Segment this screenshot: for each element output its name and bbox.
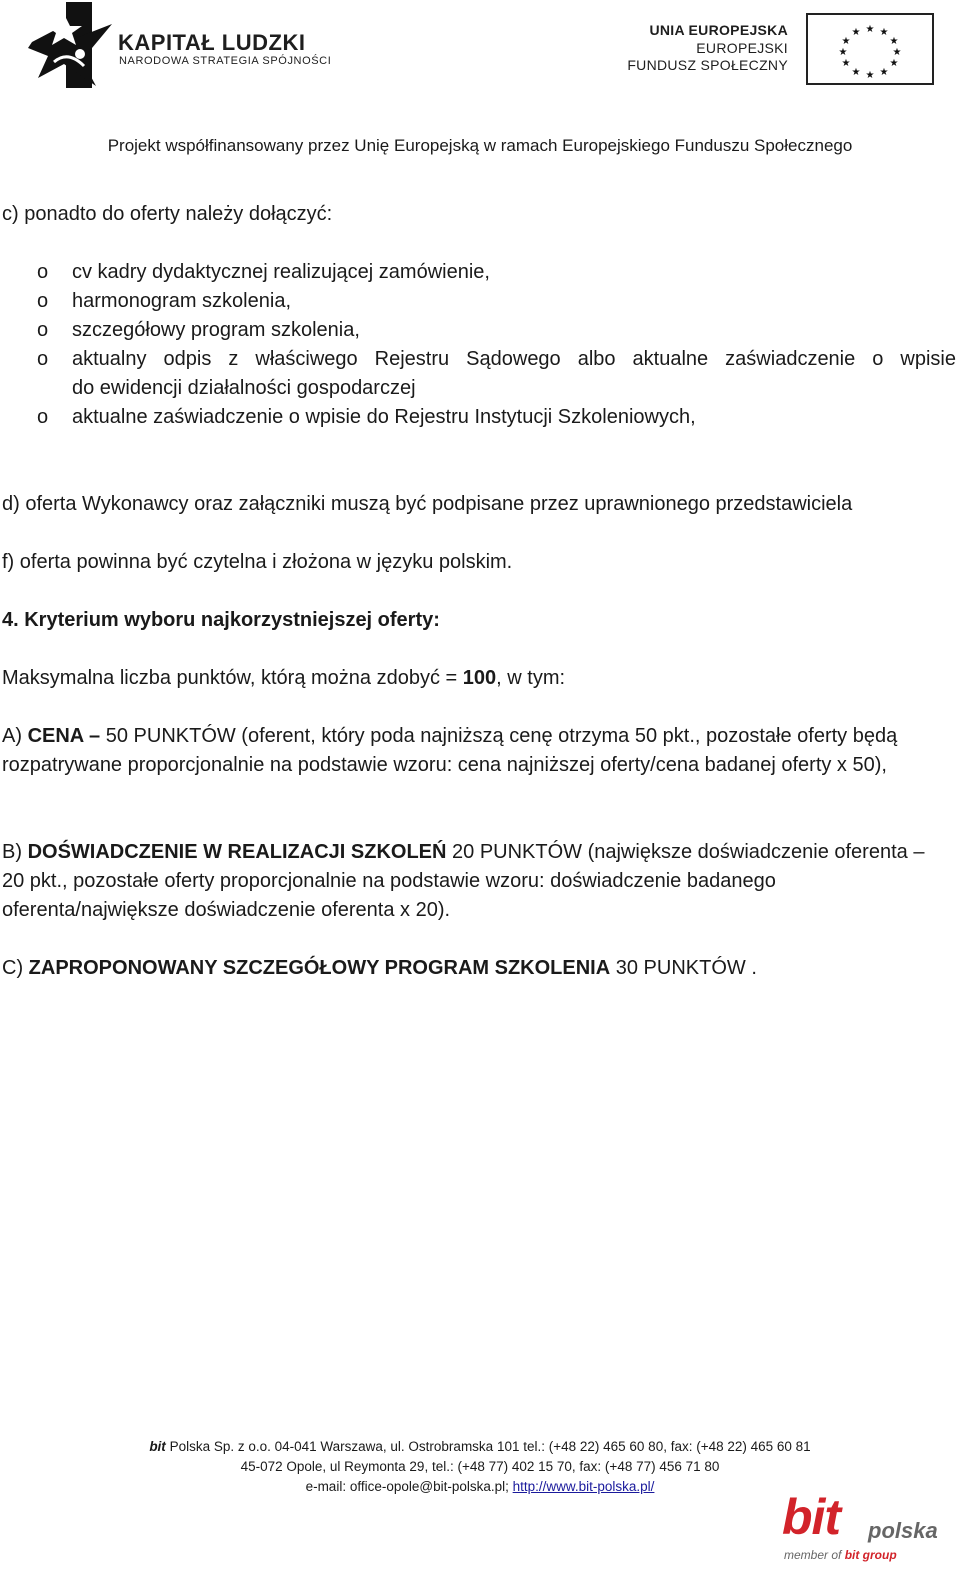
ue-fund-line1: EUROPEJSKI [696, 40, 788, 56]
kapital-ludzki-subtitle: NARODOWA STRATEGIA SPÓJNOŚCI [119, 55, 332, 67]
project-tagline: Projekt współfinansowany przez Unię Europejską w ramach Europejskiego Funduszu Społecznego [107, 136, 853, 155]
max-points-label: Maksymalna liczba punktów, którą można zdobyć = [2, 667, 463, 689]
footer-company-name: bit [149, 1439, 166, 1454]
list-item: aktualne zaświadczenie o wpisie do Rejestru Instytucji Szkoleniowych, [72, 406, 696, 428]
bullet-marker: o [37, 319, 49, 341]
svg-text:★: ★ [838, 47, 848, 58]
footer-address-line2: 45-072 Opole, ul Reymonta 29, tel.: (+48 77) 402 15 70, fax: (+48 77) 456 71 80 [240, 1459, 720, 1474]
criterion-c-text: 30 PUNKTÓW . [610, 957, 757, 979]
kapital-ludzki-title: KAPITAŁ LUDZKI [118, 30, 306, 55]
svg-text:★: ★ [851, 67, 861, 78]
footer-address-warsaw: Polska Sp. z o.o. 04-041 Warszawa, ul. Ostrobramska 101 tel.: (+48 22) 465 60 80, fax: (+48 22) 465 60 81 [165, 1439, 811, 1454]
max-points-value: 100 [462, 667, 497, 689]
svg-text:★: ★ [892, 47, 902, 58]
bullet-marker: o [37, 406, 49, 428]
kapital-ludzki-star-icon [24, 2, 124, 88]
member-of-label: member of [784, 1548, 845, 1562]
bit-word: bit [782, 1489, 841, 1545]
list-item: cv kadry dydaktycznej realizującej zamówienie, [72, 261, 490, 283]
svg-text:★: ★ [841, 58, 851, 69]
bullet-marker: o [37, 290, 49, 312]
criterion-a-title: CENA – [27, 725, 101, 747]
bullet-marker: o [37, 348, 49, 370]
eu-flag-icon [806, 13, 934, 85]
polska-word: polska [868, 1518, 938, 1543]
svg-text:★: ★ [879, 27, 889, 38]
max-points-suffix: , w tym: [496, 667, 566, 689]
list-item: szczegółowy program szkolenia, [72, 319, 360, 341]
criterion-a-prefix: A) [2, 725, 28, 747]
list-item: aktualny odpis z właściwego Rejestru Sądowego albo aktualne zaświadczenie o wpisie [72, 348, 956, 370]
bit-polska-logo [780, 1489, 950, 1562]
criterion-a-text: 50 PUNKTÓW (oferent, który poda najniższą cenę otrzyma 50 pkt., pozostałe oferty będą rozpatrywane proporcjonalnie na podstawie wzoru: cena najniższej oferty/cena badanej oferty x 50), [2, 725, 898, 776]
list-item-continuation: do ewidencji działalności gospodarczej [72, 377, 416, 399]
criterion-b-text: 20 PUNKTÓW (największe doświadczenie oferenta – 20 pkt., pozostałe oferty proporcjonalnie na podstawie wzoru: doświadczenie badanego oferenta/największe doświadczenie oferenta x 20). [2, 841, 925, 921]
ue-fund-line2: FUNDUSZ SPOŁECZNY [627, 57, 788, 73]
criterion-b-title: DOŚWIADCZENIE W REALIZACJI SZKOLEŃ [27, 841, 447, 863]
bit-group-label: bit group [844, 1548, 897, 1562]
section-d: d) oferta Wykonawcy oraz załączniki muszą być podpisane przez uprawnionego przedstawiciela [2, 493, 853, 515]
svg-text:★: ★ [889, 58, 899, 69]
section-c-intro: c) ponadto do oferty należy dołączyć: [2, 203, 333, 225]
section-f: f) oferta powinna być czytelna i złożona w języku polskim. [2, 551, 513, 573]
criterion-a [2, 722, 942, 780]
svg-text:★: ★ [841, 36, 851, 47]
footer-email: e-mail: office-opole@bit-polska.pl; [305, 1479, 513, 1494]
svg-text:★: ★ [851, 27, 861, 38]
svg-text:★: ★ [865, 24, 875, 35]
criterion-c [2, 954, 757, 983]
criterion-b [2, 838, 942, 925]
svg-text:★: ★ [889, 36, 899, 47]
bullet-marker: o [37, 261, 49, 283]
member-of-line [784, 1548, 897, 1562]
max-points-line [2, 664, 565, 693]
list-item: harmonogram szkolenia, [72, 290, 291, 312]
ue-title: UNIA EUROPEJSKA [649, 22, 788, 38]
footer-website-link[interactable]: http://www.bit-polska.pl/ [512, 1479, 655, 1494]
svg-text:★: ★ [865, 70, 875, 81]
criteria-heading: 4. Kryterium wyboru najkorzystniejszej oferty: [2, 609, 440, 631]
footer-address-line1 [0, 1437, 960, 1457]
criterion-c-prefix: C) [2, 957, 29, 979]
criterion-c-title: ZAPROPONOWANY SZCZEGÓŁOWY PROGRAM SZKOLENIA [28, 957, 611, 979]
criterion-b-prefix: B) [2, 841, 28, 863]
svg-text:★: ★ [879, 67, 889, 78]
